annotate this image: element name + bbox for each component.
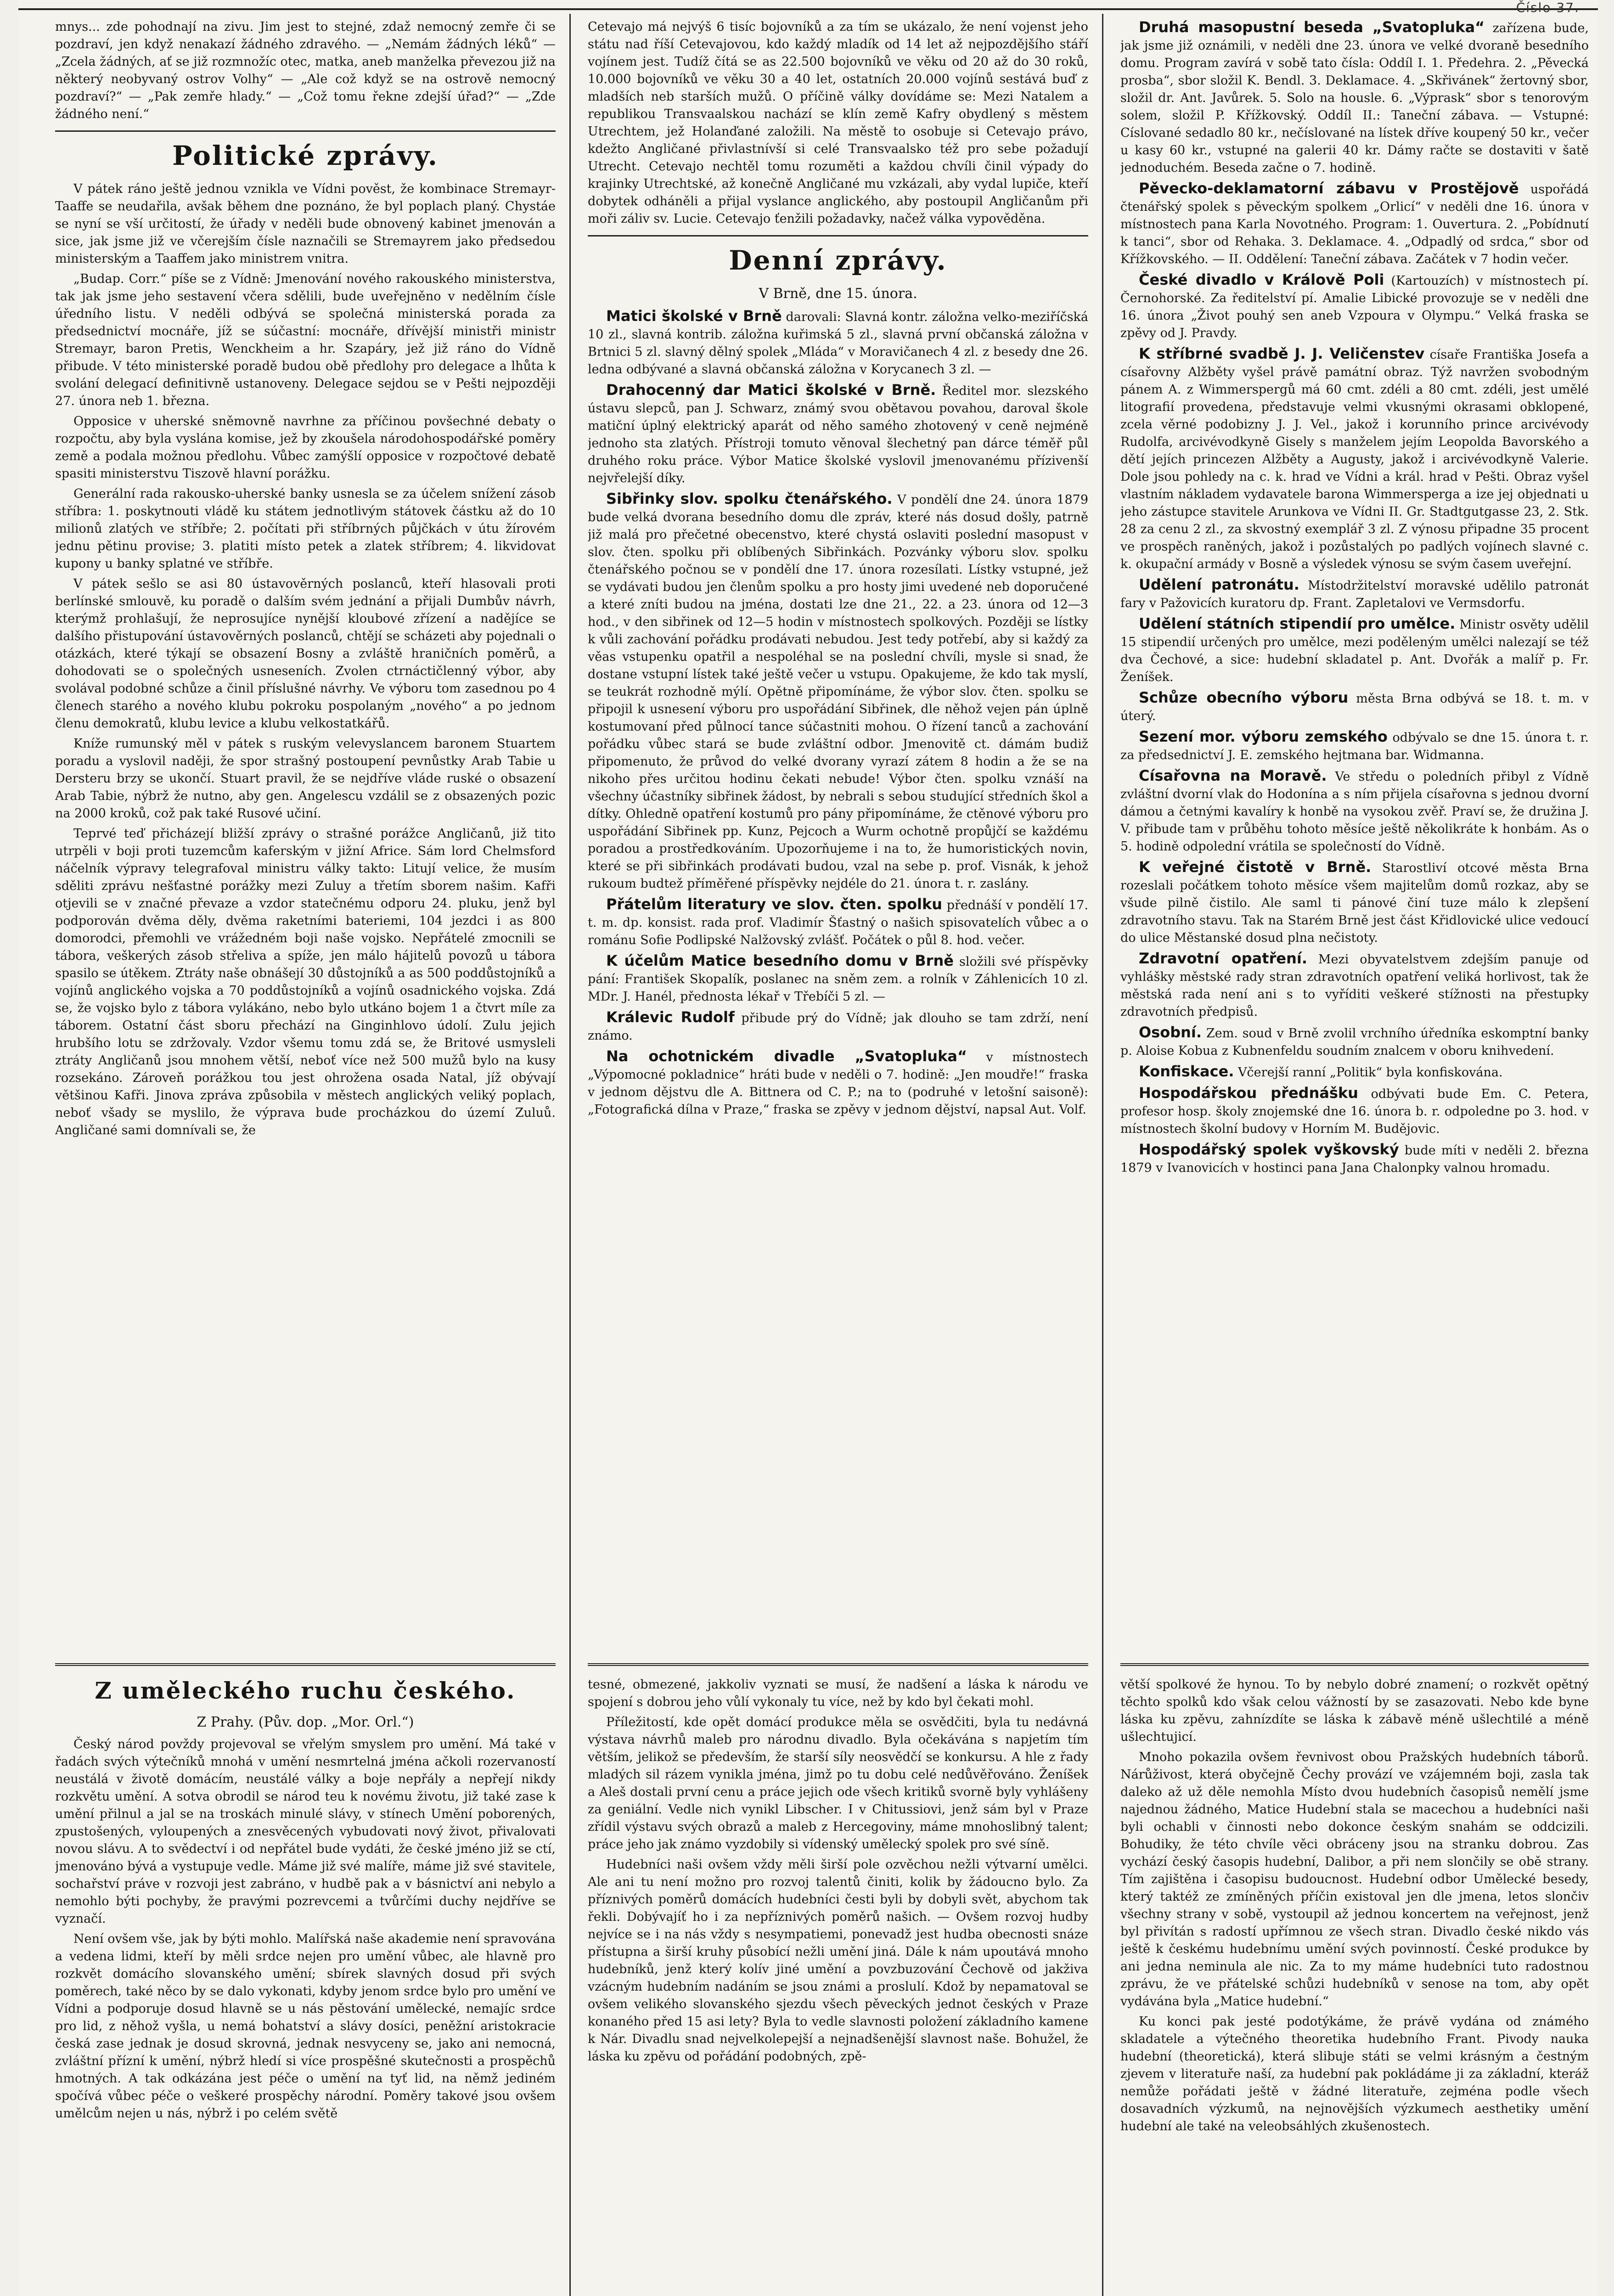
column-rule (569, 14, 571, 2296)
news-text: Ředitel mor. slezského ústavu slepců, pan J. Schwarz, známý svou obětavou povahou, daroval škole matiční úplný elektrický aparát od něho samého zhotovený v ceně nejméně jednoho sta zlatých. Přístroji tomuto věnoval šlechetný pan dárce téměř půl druhého roku práce. Výbor Matice školské vyslovil jmenovanému přízivenší nejvřelejší díky. (588, 384, 1088, 485)
news-text: Místodržitelství moravské udělilo patronát fary v Pažovicích kuratoru dp. Frant. Zapletalovi ve Vermsdorfu. (1120, 579, 1589, 610)
news-item (588, 490, 1088, 893)
paragraph: Generální rada rakousko-uherské banky usnesla se za účelem snížení zásob stříbra: 1. poskytnouti vládě ku státem jednotlivým státovek částku až do 10 milionů zlatých ve stříbře; 2. počítati při stříbrných půjčkách v útu žírovém jednu pětinu provise; 3. platiti místo petek a zlatek stříbrem; 4. likvidovat kupony u banky splatné ve stříbře. (55, 487, 556, 571)
news-text: Mezi obyvatelstvem zdejším panuje od vyhlášky městské rady stran zdravotních opatření veliká horlivost, tak že městská rada není ani s to vyříditi veškeré stížnosti na přestupky zdravotních předpisů. (1120, 952, 1589, 1019)
paragraph: Mnoho pokazila ovšem řevnivost obou Pražských hudebních táborů. Nárůživost, která obyčejně Čechy provází ve vzájemném boji, zasla tak daleko až už děle nemohla Místo dvou hudebních časopisů nemělí jsme najednou žádného, Matice Hudební stala se macechou a hudebníci naši byli ochabli v činnosti nebo dokonce českým snahám se oddcizili. Bohudiky, že této chvíle věci obráceny jsou na stranku dobrou. Zas vychází český časopis hudební, Dalibor, a při nem slončily se obě strany. Tím zajištěna i časopisu budoucnost. Hudební odbor Umělecké besedy, který taktéž ze zmíněných příčin existoval jen dle jmena, letos slončiv všechny strany v sobě, vystoupil až jednou koncertem na veřejnost, jenž byl přivítán s radostí upřímnou ze všech stran. Divadlo české nikdo vás ještě k českému hudebnímu umění svých povinností. České produkce by ani jedna neminula ale nic. Za to my máme hudebníci tuto radostnou zprávu, že ve přátelské schůzi hudebníků v senose na tom, aby opět vydávána byla „Matice hudební.“ (1120, 1750, 1589, 2009)
news-headline: Drahocenný dar Matici školské v Brně. (606, 381, 936, 399)
news-text: složili své příspěvky pání: František Skopalík, poslanec na sněm zem. a rolník v Záhlenicích 10 zl. MDr. J. Hanél, přednosta lékař v Třebíči 5 zl. — (588, 955, 1088, 1004)
paragraph: Ku konci pak jesté podotýkáme, že právě vydána od známého skladatele a výtečného theoretika hudebního Frant. Pivody nauka hudební (theoretická), která slibuje státi se velmi krásným a čestným zjevem v literatuře naší, za hudební pak pokládáme ji za základní, kteráž nemůže pořádati ještě v žádné literatuře, zejména podle všech dosavadních výzkumů, na nejnovějších výzkumech aesthetiky umění hudební ale také na veleobsáhlých zkušenostech. (1120, 2015, 1589, 2133)
news-headline: Matici školské v Brně (606, 307, 782, 325)
news-text: zařízena bude, jak jsme již oznámili, v neděli dne 23. února ve velké dvoraně besedního domu. Program zavírá v sobě tato čísla: Oddíl I. 1. Předehra. 2. „Pěvecká prosba“, sbor složil K. Bendl. 3. Deklamace. 4. „Skřivánek“ žertovný sbor, složil dr. Ant. Javůrek. 5. Solo na housle. 6. „Výprask“ sbor s tenorovým solem, složil P. Křížkovský. Oddíl II.: Taneční zábava. — Vstupné: Císlované sedadlo 80 kr., nečíslované na lístek dříve koupený 50 kr., večer u kasy 60 kr., vstupné na galerii 40 kr. Dámy račte se dostaviti v šatě jednoduchém. Beseda začne o 7. hodině. (1120, 21, 1589, 175)
news-text: V pondělí dne 24. února 1879 bude velká dvorana besedního domu dle zpráv, které nás dosud došly, patrně již malá pro přečetné obecenstvo, které chystá oslaviti poslední masopust v slov. čten. spolku při oblíbených Sibřinkách. Pozvánky výboru slov. spolku čtenářského počnou se v pondělí dne 17. února rozesílati. Lístky vstupné, jež se vydávati budou jen členům spolku a pro hosty jimi uvedené neb doporučené a které zníti budou na jména, dostati lze dne 21., 22. a 23. února od 12—3 hod., v den sibřinek od 12—5 hodin v místnostech spolkových. Později se lístky k vůli zachování pořádku prodávati nebudou. Jest tedy potřebí, aby si každý za věas vstupenku opatřil a nespoléhal se na poslední chvíli, mysle si snad, že dostane vstupní lístek také ještě večer u vstupu. Opakujeme, že kdo tak myslí, se teukrát rozhodně mýlí. Opětně připomínáme, že výbor slov. čten. spolku se připojil k usnesení výboru pro uspořádání Sibřinek, dle něhož vejen pán úplně kostumovaní před půlnocí tance súčastniti mohou. O řízení tanců a zachování pořádku vůbec stará se bude zvláštní odbor. Jmenovitě ct. dámám budiž připomenuto, že průvod do velké dvorany vyrazí zátem 8 hodin a že se na nikoho přes určitou hodinu čekati nebude! Výbor čten. spolku vznáší na všechny účastníky sibřinek žádost, by nebrali s sebou studující středních škol a dítky. Ohledně opatření kostumů pro pány připomínáme, že ctěnové výboru pro uspořádání Sibřinek pp. Kunz, Pejcoch a Wurm ochotně propůjčí se každému poradou a prostředkováním. Upozorňujeme i na to, že humoristických novin, které se při sibřinkách prodávati budou, vzal na sebe p. prof. Visnák, k jehož rukoum budtež příměřené příspěvky nejdéle do 21. února t. r. zaslány. (588, 493, 1088, 891)
paragraph: Teprvé teď přicházejí bližší zprávy o strašné porážce Angličanů, již tito utrpěli v boji proti tuzemcům kaferským v jižní Africe. Sám lord Chelmsford náčelník výpravy telegrafoval ministru války takto: Litují velice, že musím sděliti zprávu nešťastné porážky mezi Zuluy a třetím sborem našim. Kafři otjevili se v značné převaze a vzdor statečnému odporu 24. pluku, jenž byl podporován dvěma děly, dvěma raketními bateriemi, 104 jezdci i as 800 domorodci, přemohli ve vrážedném boji naše vojsko. Nepřátelé zmocnili se tábora, veškerých zásob střeliva a spíže, jen málo hájitelů povozů u tábora spasilo se útěkem. Ztráty naše obnášejí 30 důstojníků a as 500 poddůstojníků a vojínů anglického vojska a 70 poddůstojníků a vojínů osadnického vojska. Zdá se, že vojsko bylo z tábora vylákáno, nebo bylo utkáno bojem 1 a čtvrt míle za táborem. Ostatní část sboru přechází na Ginginhlovo údolí. Zulu jejich hrubšího lotu se zdržovaly. Vzdor všemu tomu zdá se, že Britové usmysleli ztráty Angličanů jsou mnohem větší, neboť více než 500 mužů bylo na kusy rozsekáno. Zároveň porážkou tou jest ohrožena osada Natal, jíž obývají většinou Kafři. Jinova zpráva způsobila v městech anglických veliký poplach, neboť všady se myslilo, že výprava bude procházkou do území Zuluů. Angličané sami domnívali se, že (55, 827, 556, 1137)
paragraph: Cetevajo má nejvýš 6 tisíc bojovníků a za tím se ukázalo, že není vojenst jeho státu nad říší Cetevajovou, kdo každý mladík od 14 let až nejpozdějšího stáří vojínem jest. Tudíž čítá se as 22.500 bojovníků ve věku od 20 až do 30 roků, 10.000 bojovníků ve věku 30 a 40 let, ostatních 20.000 vojínů sestává buď z mladších neb starších mužů. O příčině války dovídáme se: Mezi Natalem a republikou Transvaalskou nachází se klín země Kafry obydlený s městem Utrechtem, jež Holanďané založili. Na městě to osobuje si Cetevajo právo, kdežto Angličané přivlastnívší si celé Transvaalsko též pro sebe požadují Utrecht. Cetevajo nechtěl tomu rozuměti a každou chvíli činil výpady do krajinky Utrechtské, až konečně Angličané mu vzkázali, aby vydal lupiče, kteří dobytek odháněli a přijal vyslance anglického, aby postoupil Angličanům při moři záliv sv. Lucie. Cetevajo ťenžili požadavky, načež válka vypověděna. (588, 20, 1088, 226)
section-title-daily-news: Denní zprávy. (729, 245, 947, 276)
top-rule (18, 0, 1598, 10)
paragraph: Opposice v uherské sněmovně navrhne za příčinou povšechné debaty o rozpočtu, aby byla vyslána komise, jež by zkoušela národohospodářské poměry země a podala možnou předlohu. Vůbec zamýšlí opposice v rozpočtové debatě spasiti ministerstvu Tiszově hlavní porážku. (55, 414, 556, 481)
news-headline: Konfiskace. (1139, 1063, 1234, 1080)
news-text: města Brna odbývá se 18. t. m. v úterý. (1120, 692, 1589, 723)
paragraph: větší spolkové že hynou. To by nebylo dobré znamení; o rozkvět opětný těchto spolků kdo však celou vážností by se zasazovati. Nebo kde byne láska ku zpěvu, zahnízdíte se láska k zábavě méně ušlechtilé a méně ušlechtujicí. (1120, 1677, 1589, 1744)
news-item (1120, 1024, 1589, 1060)
news-item (1120, 271, 1589, 342)
paragraph: V pátek sešlo se asi 80 ústavověrných poslanců, kteří hlasovali proti berlínské smlouvě, ku poradě o dalším svém jednání a přijali Dumbův návrh, kterýmž prohlašují, že neprosujíce nynější kloubové zřízení a nadějíce se dalšího přistupování ústavověrných poslanců, chtějí se scházeti aby pojednali o otázkách, které týkají se obsazení Bosny a zvláště hraničních poměrů, a dohodovati se o společných usneseních. Zvolen ctrnáctičlenný výbor, aby svolával podobné schůze a činil příslušné návrhy. Ve výboru tom zasednou po 4 členech starého a nového klubu pokroku pospolaným „nového“ a po jednom členu demokratů, klubu levice a klubu velkostatkářů. (55, 577, 556, 731)
news-item (1120, 950, 1589, 1021)
news-headline: K stříbrné svadbě J. J. Veličenstev (1139, 345, 1425, 362)
news-item (1120, 767, 1589, 855)
news-headline: Hospodářský spolek vyškovský (1139, 1141, 1399, 1158)
column-1-upper (55, 18, 556, 1639)
paragraph: Příležitostí, kde opět domácí produkce měla se osvědčiti, byla tu nedávná výstava návrhů maleb pro národnu divadlo. Byla očekávána s napjetím tím větším, jelikož se především, že starší síly neosvědčí se konkursu. A hle z řady mladých sil rázem vynikla jména, jimž po tu dobu celé nedůvěřováno. Ženíšek a Aleš dostali první cenu a práce jejich ode všech kritiků svorně byly vyhlášeny za geniální. Vedle nich vynikl Libscher. I v Chitussiovi, jenž sám byl v Praze zřídil výstavu svých obrazů a maleb z Hercegoviny, máme mnohoslibný talent; práce jeho jak známo vyzdobily si vídenský umělecký spolek pro své síně. (588, 1715, 1088, 1851)
news-item (588, 952, 1088, 1006)
news-headline: Udělení státních stipendií pro umělce. (1139, 615, 1456, 632)
column-2-upper (588, 18, 1088, 1653)
news-item (1120, 615, 1589, 686)
news-headline: Přátelům literatury ve slov. čten. spolku (606, 895, 943, 913)
news-headline: Na ochotnickém divadle „Svatopluka“ (606, 1047, 967, 1065)
news-headline: Králevic Rudolf (606, 1008, 735, 1026)
dateline: V Brně, dne 15. února. (759, 286, 917, 302)
newspaper-page (18, 0, 1598, 2296)
divider (588, 235, 1088, 236)
news-item (1120, 345, 1589, 573)
news-headline: Osobní. (1139, 1024, 1202, 1041)
news-item (1120, 689, 1589, 725)
news-text: přednáší v pondělí 17. t. m. dp. konsist. rada prof. Vladimír Šťastný o našich spisovatelích vůbec a o románu Sofie Podlipské Nalžovský zvlášť. Počátek o půl 8. hod. večer. (588, 898, 1088, 947)
news-item (1120, 728, 1589, 764)
paragraph: Kníže rumunský měl v pátek s ruským velevyslancem baronem Stuartem poradu a vyslovil naději, že spor strašný postoupení pevnůstky Arab Tabie u Dersteru brzy se ukončí. Stuart pravil, že se nejdříve vláde ruské o obsazení Arab Tabie, nýbrž že nutno, aby gen. Angelescu vzdálil se z obsazených pozic na 2000 kroků, což pak také Rusové učiní. (55, 737, 556, 821)
paragraph: V pátek ráno ještě jednou vznikla ve Vídni pověst, že kombinace Stremayr-Taaffe se neudařila, avšak během dne poznáno, že byl poplach planý. Chystáe se nyní se vší určitostí, že úřady v neděli bude obnovený kabinet jmenován a sice, jak jsme již ve včerejším čísle naznačili se Stremayrem jako předsedou ministerským a Taaffem jako ministrem vnitra. (55, 182, 556, 266)
news-headline: Sezení mor. výboru zemského (1139, 728, 1388, 745)
paragraph: „Budap. Corr.“ píše se z Vídně: Jmenování nového rakouského ministerstva, tak jak jsme jeho sestavení včera sdělili, bude uveřejněno v nedělním čísle úředního listu. V neděli odbývá se společná ministerská porada za předsednictví mocnáře, jíž se súčastní: mocnáře, dřívější ministři ministr Stremayr, baron Pretis, Wenckheim a hr. Szapáry, jež již ráno do Vídně přibude. V této ministerské poradě budou obě předlohy pro delegace a lhůta k svolání delegací definitivně ustanoveny. Delegace sejdou se v Pešti nejpozději 27. února neb 1. března. (55, 272, 556, 408)
column-3-upper (1120, 18, 1589, 1653)
news-text: Zem. soud v Brně zvolil vrchního úředníka eskomptní banky p. Aloise Kobua z Kubnenfeldu soudním znalcem v oboru knihvedení. (1120, 1026, 1589, 1058)
news-text: odbývati bude Em. C. Petera, profesor hosp. školy znojemské dne 16. února b. r. odpoledne po 3. hod. v místnostech školní budovy v Horním M. Budějovic. (1120, 1087, 1589, 1136)
news-item (1120, 1084, 1589, 1138)
news-text: v místnostech „Výpomocné pokladnice“ hráti bude v neděli o 7. hodině: „Jen moudře!“ fraska v jednom dějstvu dle A. Bittnera od C. P.; na to (podruhé v letošní saisoně): „Fotografická dílna v Praze,“ fraska se zpěvy v jednom dějství, napsal Aut. Volf. (588, 1050, 1088, 1117)
paragraph: Není ovšem vše, jak by býti mohlo. Malířská naše akademie není spravována a vedena lidmi, kteří by měli srdce nejen pro umění vůbec, ale hlavně pro rozkvět domácího slovanského umění; sbírek slavných dosud při svých poměrech, také něco by se dalo vykonati, kdyby jenom srdce bylo pro umění ve Vídni a podporuje dosud hlavně se u nás pěstování umělecké, nemajíc srdce pro lid, z něhož vyšla, u nemá bohatství a slávy dosíci, peněžní aristokracie česká zase jednak je dosud skrovná, jednak nesvyceny se, jako ani nemocná, zvláštní přízní k umění, nýbrž hledí si více prospěšné skutečnosti a prospěchů hmotných. A tak odkázána jest péče o umění na tyť lid, na němž jediném spočívá vůbec péče o veškeré prospěchy národní. Poměry takové jsou ovšem umělcům nejen u nás, nýbrž i po celém světě (55, 1932, 556, 2121)
news-text: Ministr osvěty udělil 15 stipendií určených pro umělce, mezi poděleným umělci nalezají se též dva Čechové, a sice: hudební skladatel p. Ant. Dvořák a malíř p. Fr. Ženíšek. (1120, 618, 1589, 684)
news-item (1120, 576, 1589, 612)
section-title-politics: Politické zprávy. (172, 140, 439, 171)
column-1-lower (55, 1653, 556, 2296)
news-item (1120, 1141, 1589, 1177)
news-headline: K účelům Matice besedního domu v Brně (606, 952, 954, 969)
news-item (588, 381, 1088, 487)
news-headline: Sibřinky slov. spolku čtenářského. (606, 490, 893, 507)
news-headline: Udělení patronátu. (1139, 576, 1299, 593)
paragraph: mnys... zde pohodnají na zivu. Jim jest to stejné, zdaž nemocný zemře či se pozdraví, jen když nenakazí žádného zdravého. — „Nemám žádných léků“ — „Zcela žádných, ať se již rozmnožíc otec, matka, aneb manželka převezou již na některý neobyvaný ostrov Volhy“ — „Ale což když se na ostrově nemocný pozdraví?“ — „Pak zemře hlady.“ — „Což tomu řekne zdejší úřad?“ — „Zde žádného není.“ (55, 20, 556, 121)
column-2-lower (588, 1653, 1088, 2296)
news-headline: Hospodářskou přednášku (1139, 1084, 1359, 1102)
column-3-lower (1120, 1653, 1589, 2296)
paragraph: tesné, obmezené, jakkoliv vyznati se musí, že nadšení a láska k národu ve spojení s dobrou jeho vůlí vykonaly tu více, než by kdo byl čekati mohl. (588, 1677, 1088, 1709)
section-title-art: Z uměleckého ruchu českého. (95, 1677, 516, 1704)
news-text: císaře Františka Josefa a císařovny Alžběty vyšel právě památní obraz. Týž navržen svobodným pánem A. z Wimmerspergů má 60 cmt. zdéli a 80 cmt. zdéli, jest umělé litografií provedena, představuje velmi vkusnými okrasami obklopené, zcela věrné podobizny J. J. Vel., jakož i korunního prince arcivévody Rudolfa, arcivévodkyně Gisely s manželem jejím Leopolda Bavorského a dětí jejích princezen Alžběty a Augusty, jakož i arcivévodkyně Valerie. Dole jsou pohledy na c. k. hrad ve Vídni a král. hrad v Pešti. Obraz vyšel vlastním nákladem vydavatele barona Wimmersperga a ize jej objednati u jeho zástupce stavitele Arunkova ve Vídni II. Gr. Stadtgutgasse 23, 2. Stk. 28 za cenu 2 zl., za skvostný exemplář 3 zl. Z výnosu připadne 35 procent ve prospěch raněných, jakož i pozůstalých po padlých vojínech slavné c. k. okupační armády v Bosně a výsledek výnosu se svým časem uveřejní. (1120, 348, 1589, 571)
news-headline: Schůze obecního výboru (1139, 689, 1349, 706)
news-text: odbývalo se dne 15. února t. r. za předsednictví J. E. zemského hejtmana bar. Widmanna. (1120, 731, 1589, 762)
news-text: Starostliví otcové města Brna rozeslali počátkem tohoto měsíce všem majitelům domů rozkaz, aby se všude pilně čistilo. Ale saml ti pánové činí tuze málo k zlepšení zdravotního stavu. Tak na Starém Brně jest část Křidlovické ulice vedoucí do ulice Městanské dosud plna nečistoty. (1120, 861, 1589, 945)
news-headline: Druhá masopustní beseda „Svatopluka“ (1139, 18, 1485, 36)
news-text: Včerejší ranní „Politik“ byla konfiskována. (1238, 1065, 1503, 1080)
divider (588, 1663, 1088, 1666)
news-text: bude míti v neděli 2. března 1879 v Ivanovicích v hostinci pana Jana Chalonpky valnou hromadu. (1120, 1143, 1589, 1175)
dateline: Z Prahy. (Pův. dop. „Mor. Orl.“) (197, 1714, 414, 1730)
news-headline: Císařovna na Moravě. (1139, 767, 1327, 784)
news-item (1120, 858, 1589, 947)
paragraph: Hudebníci naši ovšem vždy měli širší pole ozvěchou nežli výtvarní umělci. Ale ani tu není možno pro rozvoj talentů činiti, kolik by žádoucno bylo. Za příznivých poměrů domácích hudebníci česti byli by dobyli svět, abychom tak řekli. Dobývajíť ho i za nepříznivých poměrů našich. — Ovšem rozvoj hudby nejvíce se i na nás vždy s nesympatiemi, ponevadž jest hudba obecnosti snáze přístupna a širší kruhy působící nežli umění jiná. Dále k nám upoutává mnoho hudebníků, jenž který kolív jiné umění a povzbuzování Čechově od jakživa vzácným hudebním nadáním se jsou známi a proslulí. Kdož by nepamatoval se ovšem velikého slovanského sjezdu všech pěveckých jednot českých v Praze konaného před 15 asi lety? Byla to vedle slavnosti položení základního kamene k Nár. Divadlu snad nejvelkolepejší a nejnadšenější slavnost naše. Bohužel, že láska ku zpěvu od pořádání podobných, zpě- (588, 1857, 1088, 2064)
news-item (1120, 1063, 1589, 1081)
news-text: Ve středu o poledních přibyl z Vídně zvláštní dvorní vlak do Hodonína a s ním přijela císařovna s jednou dvorní dámou a četnými kavalíry k honbě na vysokou zvěř. Praví se, že družina J. V. přibude tam v průběhu tohoto měsíce ještě několikráte k honbám. As o 5. hodině odpolední vrátila se společností do Vídně. (1120, 770, 1589, 854)
news-headline: K veřejné čistotě v Brně. (1139, 858, 1372, 876)
news-headline: Pěvecko-deklamatorní zábavu v Prostějově (1139, 180, 1519, 197)
divider (55, 130, 556, 132)
news-text: uspořádá čtenářský spolek s pěveckým spolkem „Orlicí“ v neděli dne 16. února v místnostech pana Karla Novotného. Program: 1. Ouvertura. 2. „Pobídnutí k tanci“, sbor od Rehaka. 3. Deklamace. 4. „Odpadlý od srdca,“ sbor od Křížkovského. — II. Oddělení: Taneční zábava. Začátek v 7 hodin večer. (1120, 182, 1589, 266)
news-headline: Zdravotní opatření. (1139, 950, 1307, 967)
paragraph: Český národ povždy projevoval se vřelým smyslem pro umění. Má také v řadách svých výtečníků mnohá v umění nesmrtelná jména ačkoli rozervaností neustálá v životě domácím, neustálé války a boje nepřály a nepřejí nikdy rozkvětu umění. A sotva obrodil se národ teu k novému životu, již také zase k umění přilnul a jal se na troskách minulé slávy, v stínech Umění poborených, zpustošených, vyloupených a znesvěcených vybudovati nový život, přivalovati novou slávu. A to svědectví i od nepřátel bude vydáti, že české jméno již se ctí, jmenováno bývá a vystupuje vedle. Máme již své malíře, máme již své stavitele, sochařství práve v rozvoji jest zabráno, v hudbě pak a v básnictví ani nebylo a nemohlo býti pochyby, že pravými pozrevcemi a tvůrčími duchy nejdříve se vyznačí. (55, 1737, 556, 1926)
news-headline: České divadlo v Králově Poli (1139, 271, 1384, 288)
news-item (588, 1008, 1088, 1045)
news-item (588, 307, 1088, 378)
news-text: (Kartouzích) v místnostech pí. Černohorské. Za ředitelství pí. Amalie Libické provozuje se v neděli dne 16. února „Život pouhý sen aneb Vzpoura v Olympu.“ Velká fraska se zpěvy od J. Pravdy. (1120, 274, 1589, 340)
news-item (588, 1047, 1088, 1119)
column-rule (1102, 14, 1103, 2296)
news-text: darovali: Slavná kontr. záložna velko-meziříčská 10 zl., slavná kontrib. záložna kuřimská 5 zl., slavná první občanská záložna v Brtnici 5 zl. slavný dělný spolek „Mláda“ v Moravičanech 4 zl. z besedy dne 26. ledna odbývané a slavná občanská záložna v Korycanech 3 zl. — (588, 310, 1088, 377)
divider (1120, 1663, 1589, 1666)
news-item (588, 895, 1088, 949)
news-item (1120, 18, 1589, 177)
issue-number: Číslo 37. (1516, 0, 1580, 15)
divider (55, 1663, 556, 1666)
news-text: přibude prý do Vídně; jak dlouho se tam zdrží, není známo. (588, 1011, 1088, 1043)
news-item (1120, 180, 1589, 268)
